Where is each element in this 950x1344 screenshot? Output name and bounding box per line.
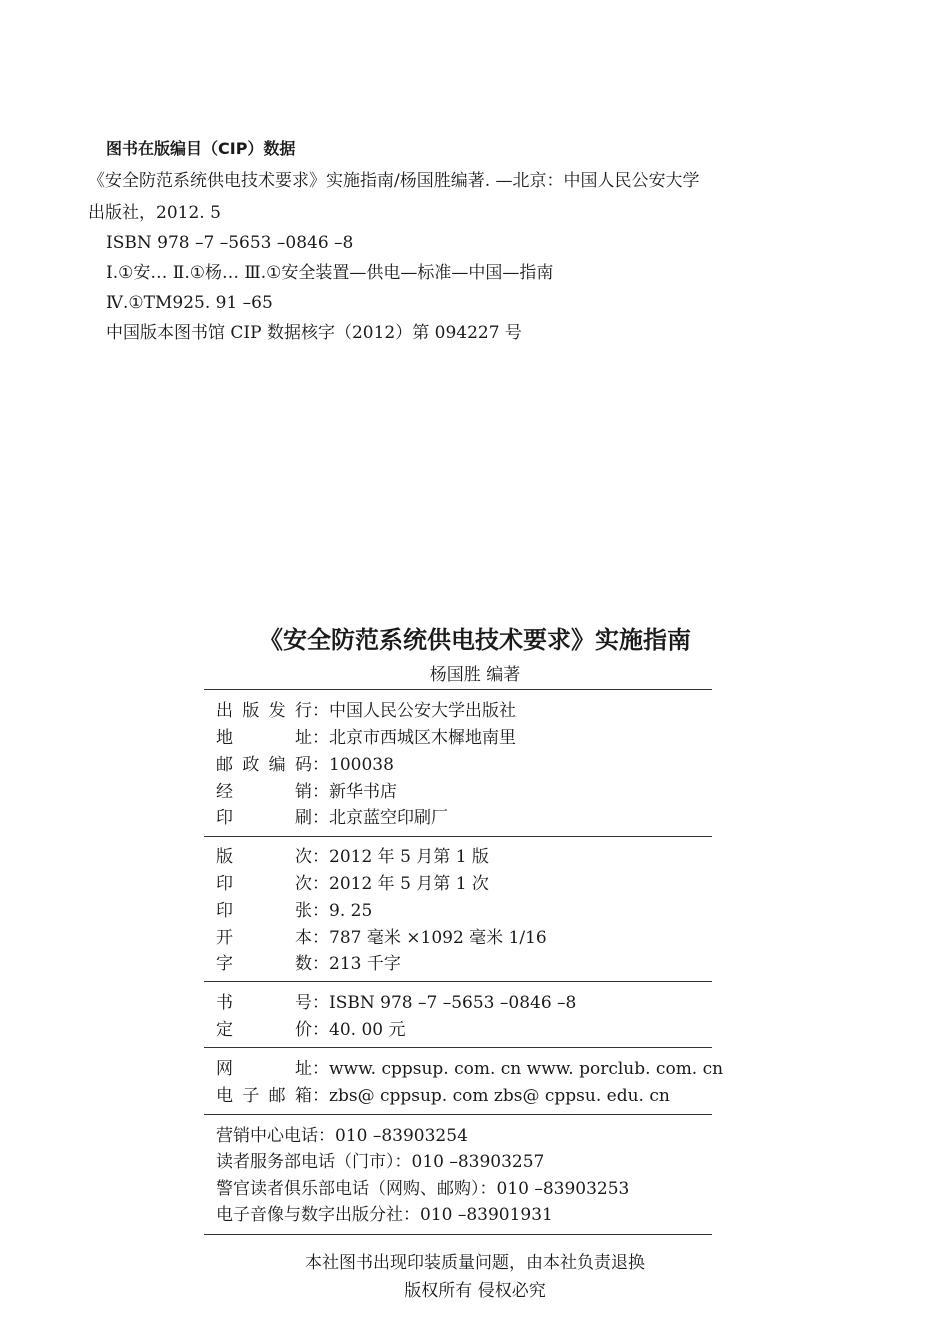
divider [204,1047,712,1048]
cip-line-6: 中国版本图书馆 CIP 数据核字（2012）第 094227 号 [106,323,522,343]
format-label: 开本 [216,928,312,948]
copyright-notice: 版权所有 侵权必究 [404,1281,546,1301]
isbn-value: ISBN 978 –7 –5653 –0846 –8 [329,993,577,1013]
cip-line-4: Ⅰ.①安… Ⅱ.①杨… Ⅲ.①安全装置—供电—标准—中国—指南 [106,263,554,283]
cip-line-1: 《安全防范系统供电技术要求》实施指南/杨国胜编著. —北京：中国人民公安大学 [88,171,700,191]
email-row: 电子邮箱：zbs@ cppsup. com zbs@ cppsu. edu. cn [216,1086,670,1106]
wordcount-value: 213 千字 [329,954,401,974]
divider [204,836,712,837]
address-label: 地址 [216,728,312,748]
website-value: www. cppsup. com. cn www. porclub. com. cn [329,1059,724,1079]
divider [204,689,712,690]
cip-line-2: 出版社，2012. 5 [88,203,221,223]
reader-service-phone: 读者服务部电话（门市）：010 –83903257 [216,1152,545,1172]
impression-row: 印次：2012 年 5 月第 1 次 [216,874,489,894]
distributor-row: 经销：新华书店 [216,782,397,802]
publisher-value: 中国人民公安大学出版社 [329,701,516,721]
sheets-value: 9. 25 [329,901,373,921]
marketing-phone: 营销中心电话：010 –83903254 [216,1126,468,1146]
sheets-label: 印张 [216,901,312,921]
website-row: 网址：www. cppsup. com. cn www. porclub. com. cn [216,1059,724,1079]
divider [204,981,712,982]
divider [204,1114,712,1115]
publisher-label: 出版发行 [216,701,312,721]
email-value: zbs@ cppsup. com zbs@ cppsu. edu. cn [329,1086,670,1106]
wordcount-row: 字数：213 千字 [216,954,401,974]
postcode-value: 100038 [329,755,394,775]
format-row: 开本：787 毫米 ×1092 毫米 1/16 [216,928,547,948]
price-row: 定价：40. 00 元 [216,1020,406,1040]
printer-label: 印刷 [216,808,312,828]
cip-heading: 图书在版编目（CIP）数据 [106,139,296,158]
distributor-label: 经销 [216,782,312,802]
police-club-phone: 警官读者俱乐部电话（网购、邮购）：010 –83903253 [216,1179,630,1199]
address-row: 地址：北京市西城区木樨地南里 [216,728,516,748]
printer-value: 北京蓝空印刷厂 [329,808,448,828]
website-label: 网址 [216,1059,312,1079]
wordcount-label: 字数 [216,954,312,974]
digital-publishing-phone: 电子音像与数字出版分社：010 –83901931 [216,1205,553,1225]
publisher-row: 出版发行：中国人民公安大学出版社 [216,701,516,721]
address-value: 北京市西城区木樨地南里 [329,728,516,748]
distributor-value: 新华书店 [329,782,397,802]
price-label: 定价 [216,1020,312,1040]
isbn-row: 书号：ISBN 978 –7 –5653 –0846 –8 [216,993,577,1013]
book-title: 《安全防范系统供电技术要求》实施指南 [259,626,691,654]
impression-value: 2012 年 5 月第 1 次 [329,874,489,894]
cip-line-3: ISBN 978 –7 –5653 –0846 –8 [106,233,354,253]
divider [204,1234,712,1235]
book-author: 杨国胜 编著 [429,665,521,685]
postcode-label: 邮政编码 [216,755,312,775]
isbn-label: 书号 [216,993,312,1013]
impression-label: 印次 [216,874,312,894]
sheets-row: 印张：9. 25 [216,901,373,921]
edition-value: 2012 年 5 月第 1 版 [329,847,489,867]
edition-label: 版次 [216,847,312,867]
price-value: 40. 00 元 [329,1020,406,1040]
postcode-row: 邮政编码：100038 [216,755,394,775]
printer-row: 印刷：北京蓝空印刷厂 [216,808,448,828]
edition-row: 版次：2012 年 5 月第 1 版 [216,847,489,867]
email-label: 电子邮箱 [216,1086,312,1106]
quality-notice: 本社图书出现印装质量问题，由本社负责退换 [305,1253,645,1273]
format-value: 787 毫米 ×1092 毫米 1/16 [329,928,547,948]
cip-line-5: Ⅳ.①TM925. 91 –65 [106,293,273,313]
